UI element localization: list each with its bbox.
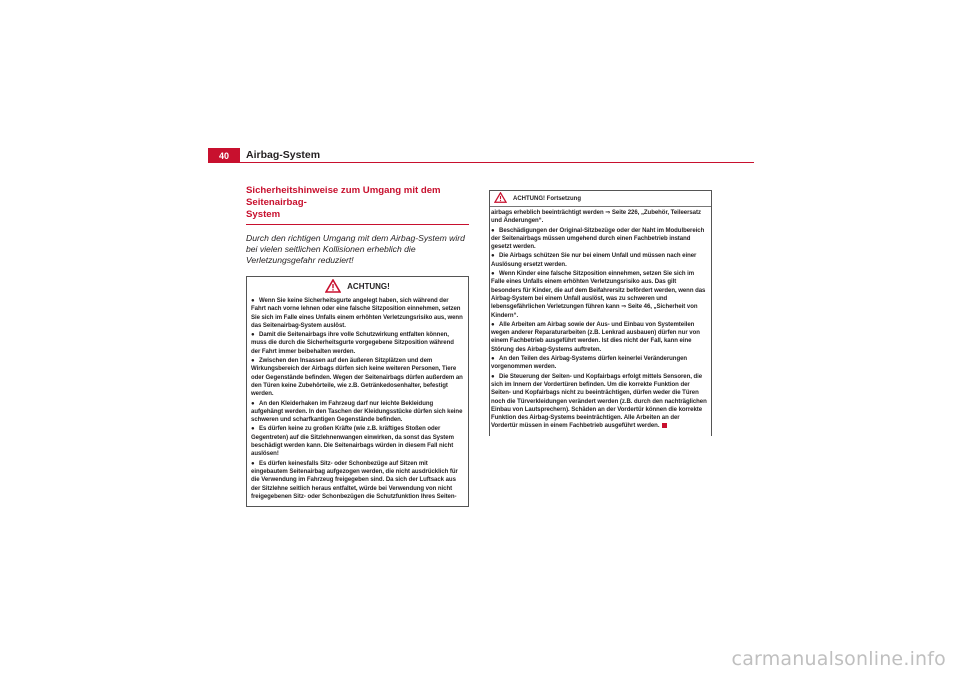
running-header-title: Airbag-System (246, 149, 321, 161)
continuation-title: ACHTUNG! Fortsetzung (513, 195, 581, 202)
continuation-list (490, 207, 711, 436)
bullet: ● (251, 426, 255, 433)
section-end-mark (662, 423, 667, 428)
header-rule (208, 162, 754, 163)
warning-triangle-icon (494, 192, 507, 205)
warning-box (246, 276, 469, 507)
warning-item: ● An den Teilen des Airbag-Systems dürfen keinerlei Veränderungen vorgenommen werden. (491, 356, 688, 371)
warning-item: ● Es dürfen keine zu großen Kräfte (wie z.B. kräftiges Stoßen oder Gegentreten) auf die Sitzlehnenwangen einwirken, da sonst das System beschädigt werden kann. Die Seitenairbags würden in diesem Fall nicht auslösen! (251, 426, 454, 458)
warning-list (247, 295, 468, 506)
bullet: ● (491, 253, 495, 260)
warning-item: ● Wenn Sie keine Sicherheitsgurte angelegt haben, sich während der Fahrt nach vorne lehnen oder eine falsche Sitzposition einnehmen, setzen Sie sich im Falle eines Unfalls einem erhöhten Verletzungsrisiko aus, wenn das Seitenairbag-System auslöst. (251, 298, 463, 329)
section-heading: Sicherheitshinweise zum Umgang mit dem Seitenairbag- System (246, 185, 469, 225)
bullet: ● (491, 321, 495, 328)
bullet: ● (491, 356, 495, 363)
bullet: ● (251, 298, 255, 304)
warning-item: ● Wenn Kinder eine falsche Sitzposition einnehmen, setzen Sie sich im Falle eines Unfalls einem erhöhten Verletzungsrisiko aus. Das gilt besonders für Kinder, die auf dem Beifahrersitz befördert werden, wenn das Airbag-System bei einem Unfall auslöst, was zu schweren und lebensgefährlichen Verletzungen führen kann ⇒ Seite 46, „Sicherheit von Kindern“. (491, 271, 706, 319)
warning-continuation-box (489, 190, 712, 436)
continuation-header (490, 191, 711, 207)
bullet: ● (251, 332, 255, 339)
warning-item: ● Die Airbags schützen Sie nur bei einem Unfall und müssen nach einer Auslösung ersetzt werden. (491, 253, 697, 268)
left-column (246, 185, 469, 507)
warning-title: ACHTUNG! (347, 281, 390, 291)
warning-item: ● Beschädigungen der Original-Sitzbezüge oder der Naht im Modulbereich der Seitenairbags müssen umgehend durch einen Fachbetrieb instand gesetzt werden. (491, 227, 705, 251)
continuation-paragraph: airbags erheblich beeinträchtigt werden ⇒ Seite 226, „Zubehör, Teileersatz und Änderungen“. (491, 210, 701, 225)
watermark: carmanualsonline.info (731, 648, 946, 670)
bullet: ● (491, 373, 495, 380)
warning-item: ● Damit die Seitenairbags ihre volle Schutzwirkung entfalten können, muss die durch die Sicherheitsgurte vorgegebene Sitzposition während der Fahrt immer beibehalten werden. (251, 332, 454, 355)
bullet: ● (491, 227, 495, 234)
page-number: 40 (208, 148, 240, 163)
bullet: ● (251, 460, 255, 467)
warning-item: ● Die Steuerung der Seiten- und Kopfairbags erfolgt mittels Sensoren, die sich im Innern der Vordertüren befinden. Um die korrekte Funktion der Seiten- und Kopfairbags nicht zu beeinträchtigen, dürfen weder die Türen noch die Türverkleidungen verändert werden (z.B. durch den nachträglichen Einbau von Lautsprechern). Schäden an der Vordertür können die korrekte Funktion des Airbag-Systems beeinträchtigen. Alle Arbeiten an der Vordertür müssen in einem Fachbetrieb ausgeführt werden. (491, 373, 707, 430)
bullet: ● (491, 271, 495, 278)
warning-item: ● Zwischen den Insassen auf den äußeren Sitzplätzen und dem Wirkungsbereich der Airbags dürfen sich keine weiteren Personen, Tiere oder Gegenstände befinden. Wegen der Seitenairbags dürfen außerdem an den Türen keine Zubehörteile, wie z.B. Getränkedosenhalter, befestigt werden. (251, 358, 463, 398)
bullet: ● (251, 400, 255, 407)
warning-header (247, 277, 468, 295)
warning-item: ● Alle Arbeiten am Airbag sowie der Aus- und Einbau von Systemteilen wegen anderer Reparaturarbeiten (z.B. Lenkrad ausbauen) dürfen nur von einem Fachbetrieb ausgeführt werden. Ist dies nicht der Fall, kann eine Störung des Airbag-Systems auftreten. (491, 321, 700, 353)
bullet: ● (251, 358, 255, 365)
warning-item: ● An den Kleiderhaken im Fahrzeug darf nur leichte Bekleidung aufgehängt werden. In den Taschen der Kleidungsstücke dürfen sich keine schweren und scharfkantigen Gegenstände befinden. (251, 400, 463, 424)
section-intro: Durch den richtigen Umgang mit dem Airbag-System wird bei vielen seitlichen Kollisionen erheblich die Verletzungsgefahr reduziert! (246, 233, 465, 265)
warning-item: ● Es dürfen keinesfalls Sitz- oder Schonbezüge auf Sitzen mit eingebautem Seitenairbag aufgezogen werden, die nicht ausdrücklich für die Verwendung im Fahrzeug freigegeben sind. Da sich der Luftsack aus der Sitzlehne seitlich heraus entfaltet, würde bei Verwendung von nicht freigegebenen Sitz- oder Schonbezügen die Schutzfunktion Ihres Seiten- (251, 460, 458, 500)
warning-triangle-icon (325, 279, 341, 293)
